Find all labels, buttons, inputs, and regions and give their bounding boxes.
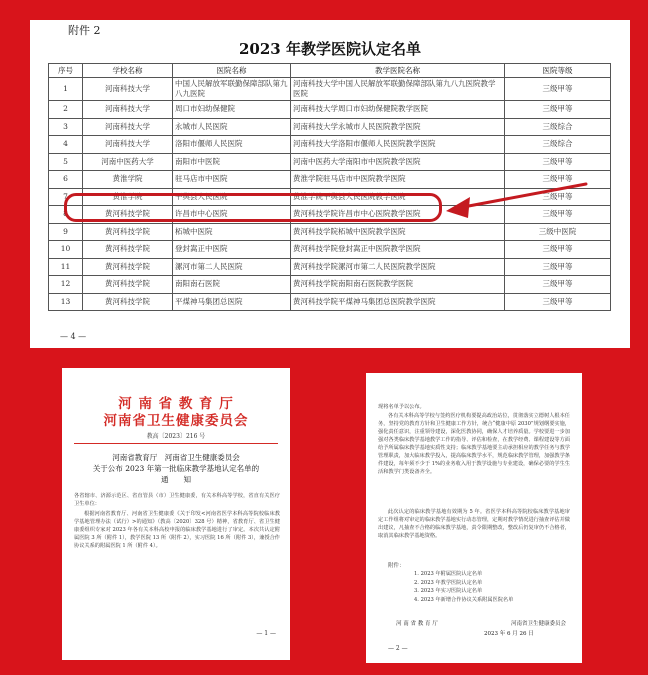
table-row [49, 276, 611, 294]
cell-grade: 三级中医院 [505, 223, 611, 241]
issuer-line-1: 河 南 省 教 育 厅 [118, 396, 234, 412]
table-row [49, 241, 611, 259]
cell-index: 7 [49, 188, 83, 206]
cell-school: 河南科技大学 [83, 118, 173, 136]
cell-grade: 三级甲等 [505, 241, 611, 259]
issuer-line-2: 河南省卫生健康委员会 [103, 413, 249, 429]
cell-index: 10 [49, 241, 83, 259]
cell-hospital: 平煤神马集团总医院 [173, 293, 291, 311]
cell-grade: 三级甲等 [505, 206, 611, 224]
page-number: — 1 — [256, 630, 276, 637]
notice-title [74, 452, 278, 485]
header-hospital: 医院名称 [173, 64, 291, 78]
cell-grade: 三级甲等 [505, 153, 611, 171]
cell-grade: 三级甲等 [505, 101, 611, 119]
attachment-item: 2. 2023 年教学医院认定名单 [414, 579, 483, 586]
cell-school: 黄河科技学院 [83, 206, 173, 224]
cell-grade: 三级甲等 [505, 188, 611, 206]
cell-school: 黄淮学院 [83, 188, 173, 206]
cell-school: 河南科技大学 [83, 78, 173, 101]
cell-teaching-hospital: 黄河科技学院平煤神马集团总医院教学医院 [291, 293, 505, 311]
notice-title-line-3: 通 知 [161, 475, 191, 484]
cell-index: 13 [49, 293, 83, 311]
attachment-label: 附件 2 [68, 24, 101, 37]
cell-index: 9 [49, 223, 83, 241]
cell-hospital: 漯河市第二人民医院 [173, 258, 291, 276]
cell-grade: 三级甲等 [505, 293, 611, 311]
cell-teaching-hospital: 黄淮学院驻马店市中医院教学医院 [291, 171, 505, 189]
cell-index: 12 [49, 276, 83, 294]
notice-title-line-1: 河南省教育厅 河南省卫生健康委员会 [112, 453, 240, 462]
cell-teaching-hospital: 河南科技大学永城市人民医院教学医院 [291, 118, 505, 136]
cell-index: 3 [49, 118, 83, 136]
cell-grade: 三级甲等 [505, 276, 611, 294]
attachment-item: 1. 2023 年附属医院认定名单 [414, 571, 483, 577]
cell-index: 2 [49, 101, 83, 119]
cell-school: 黄河科技学院 [83, 293, 173, 311]
table-row [49, 258, 611, 276]
cell-school: 河南科技大学 [83, 101, 173, 119]
cell-school: 黄河科技学院 [83, 223, 173, 241]
signer-health-commission: 河南省卫生健康委员会 [510, 621, 566, 627]
header-school: 学校名称 [83, 64, 173, 78]
cell-school: 黄河科技学院 [83, 241, 173, 259]
signature-date: 2023 年 6 月 26 日 [484, 631, 534, 637]
cell-hospital: 许昌市中心医院 [173, 206, 291, 224]
attachments-label: 附件： [388, 563, 405, 569]
cell-index: 1 [49, 78, 83, 101]
notice-page-2 [366, 373, 582, 663]
cell-grade: 三级甲等 [505, 171, 611, 189]
cell-hospital: 周口市妇幼保健院 [173, 101, 291, 119]
intro-line: 现将名单予以公布。 [378, 404, 425, 410]
table-row [49, 101, 611, 119]
cell-teaching-hospital: 黄河科技学院南阳南石医院教学医院 [291, 276, 505, 294]
table-row [49, 293, 611, 311]
cell-hospital: 南阳南石医院 [173, 276, 291, 294]
cell-school: 河南科技大学 [83, 136, 173, 154]
cell-school: 河南中医药大学 [83, 153, 173, 171]
page-number: — 2 — [388, 645, 408, 652]
attachment-item: 4. 2023 年新增合作协议关系附属医院名单 [414, 596, 514, 603]
cell-teaching-hospital: 河南科技大学中国人民解放军联勤保障部队第九八九医院教学医院 [291, 78, 505, 101]
cell-grade: 三级综合 [505, 118, 611, 136]
cell-teaching-hospital: 黄淮学院平舆县人民医院教学医院 [291, 188, 505, 206]
header-index: 序号 [49, 64, 83, 78]
table-row [49, 136, 611, 154]
cell-index: 8 [49, 206, 83, 224]
notice-title-line-2: 关于公布 2023 年第一批临床教学基地认定名单的 [92, 464, 260, 473]
cell-teaching-hospital: 河南科技大学周口市妇幼保健院教学医院 [291, 101, 505, 119]
document-reference: 教高〔2023〕216 号 [146, 433, 206, 440]
table-title: 2023 年教学医院认定名单 [239, 40, 421, 58]
cell-hospital: 永城市人民医院 [173, 118, 291, 136]
attachments-list [414, 570, 513, 604]
cell-teaching-hospital: 黄河科技学院漯河市第二人民医院教学医院 [291, 258, 505, 276]
cell-teaching-hospital: 河南科技大学洛阳市偃师人民医院教学医院 [291, 136, 505, 154]
cell-hospital: 柘城中医院 [173, 223, 291, 241]
table-row [49, 78, 611, 101]
cell-hospital: 南阳市中医院 [173, 153, 291, 171]
cell-teaching-hospital: 黄河科技学院柘城中医院教学医院 [291, 223, 505, 241]
cell-grade: 三级综合 [505, 136, 611, 154]
cell-hospital: 中国人民解放军联勤保障部队第九八九医院 [173, 78, 291, 101]
cell-index: 5 [49, 153, 83, 171]
red-arrow-icon [440, 180, 590, 230]
header-grade: 医院等级 [505, 64, 611, 78]
cell-school: 黄河科技学院 [83, 258, 173, 276]
cell-index: 6 [49, 171, 83, 189]
signature-row [396, 619, 566, 627]
cell-hospital: 驻马店市中医院 [173, 171, 291, 189]
cell-teaching-hospital: 黄河科技学院许昌市中心医院教学医院 [291, 206, 505, 224]
cell-index: 11 [49, 258, 83, 276]
table-row [49, 153, 611, 171]
signer-education-dept: 河 南 省 教 育 厅 [396, 621, 438, 627]
cell-hospital: 平舆县人民医院 [173, 188, 291, 206]
cell-school: 黄河科技学院 [83, 276, 173, 294]
body-paragraph: 根据河南省教育厅、河南省卫生健康委《关于印发<河南省医学本科高等院校临床教学基地管理办法（试行）>的通知》（教高〔2020〕328 号）精神，省教育厅、省卫生健康委组织专家对 2023 年各有关本科高校申报的临床教学基地进行了审定。本次共认定附属医院 3 所（附件 1），教学医院 13 所（附件 2），实习医院 16 所（附件 3），兼授合作协议关系的附属医院 1 所（附件 4）。 [74, 511, 280, 549]
body-paragraph-1: 各有关本科高等学校与签约医疗机构要提高政治站位，贯彻落实立德树人根本任务，坚持党的教育方针和卫生健康工作方针，统合“健康中原 2030”规划纲要实施，强化责任意识，注重领导建设，深化医教协同，确保人才培养质量。学校要进一步加强对各类临床教学基地教学工作的指导、评估和检查，在教学经费、课程建设等方面给予所属临床教学基地实质性支持；临床教学基地要主动承担相应的教学任务与教学管理职责，加大临床教学投入，提高临床教学水平，规范临床教学管理，加强教学条件建设，每年须不少于 1%的业务收入用于教学设施与专业建设，确保必要的学生生活和教学门类设备齐全。 [378, 413, 570, 475]
cell-hospital: 洛阳市偃师人民医院 [173, 136, 291, 154]
notice-page-1 [62, 368, 290, 660]
cell-school: 黄淮学院 [83, 171, 173, 189]
attachment-item: 3. 2023 年实习医院认定名单 [414, 588, 483, 594]
body-paragraph-2: 此次认定的临床教学基地有效期为 5 年。省医学本科高等院校临床教学基地审定工作组将对审定的临床教学基地实行动态管理，定期对教学情况进行抽查评估并做出建议，凡抽查不合格的临床教学基地，责令限期整改，整改后仍复审仍不合格者，取消其临床教学基地资格。 [378, 509, 570, 539]
cell-grade: 三级甲等 [505, 78, 611, 101]
table-row [49, 118, 611, 136]
cell-hospital: 登封嵩正中医院 [173, 241, 291, 259]
cell-grade: 三级甲等 [505, 258, 611, 276]
recipients-paragraph: 各省辖市、济源示范区、省直管县（市）卫生健康委，有关本科高等学校，省直有关医疗卫生单位： [74, 493, 280, 507]
cell-teaching-hospital: 黄河科技学院登封嵩正中医院教学医院 [291, 241, 505, 259]
cell-index: 4 [49, 136, 83, 154]
cell-teaching-hospital: 河南中医药大学南阳市中医院教学医院 [291, 153, 505, 171]
header-teaching-hospital: 教学医院名称 [291, 64, 505, 78]
page-number: — 4 — [60, 332, 87, 341]
red-divider [74, 443, 278, 444]
table-header-row [49, 64, 611, 78]
